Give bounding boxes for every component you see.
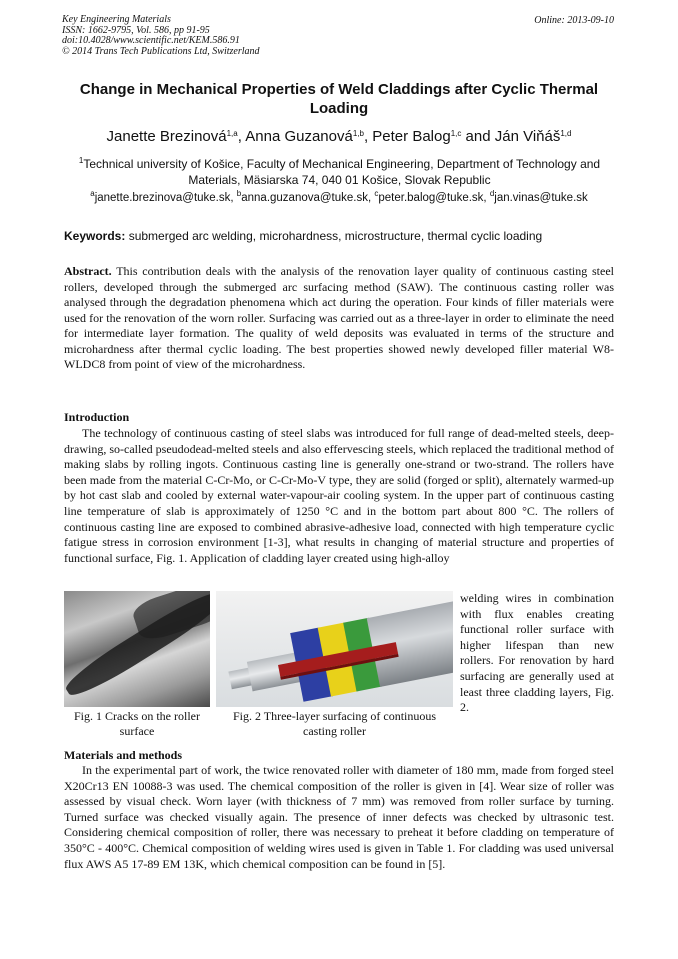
- author-name: Ján Viňáš: [494, 128, 561, 145]
- doi-line[interactable]: doi:10.4028/www.scientific.net/KEM.586.91: [62, 35, 240, 46]
- author-name: Peter Balog: [372, 128, 451, 145]
- introduction-text: The technology of continuous casting of steel slabs was introduced for full range of dead-melted steels, deep-drawing, so-called pseudodead-melted steels and also effervescing steels, which replaced the traditional method of making slabs by rolling ingots. Continuous casting line is generally one-strand or two-strand. The rollers have been made from the material C-Cr-Mo, or C-Cr-Mo-V type, they are solid (forged or split), alternately warmed-up by hot cast slab and cooled by external water-vapour-air cooling system. In the upper part of continuous casting line temperature of slab is approximately of 1250 °C and in the bottom part about 800 °C. The rollers of continuous casting line are exposed to combined abrasive-adhesive load, connected with high temperature cyclic fatigue stress in corrosion environment [1-3], what results in changing of material structure and properties of functional surface, Fig. 1. Application of cladding layer created using high-alloy: [64, 426, 614, 565]
- abstract-text: This contribution deals with the analysis of the renovation layer quality of continuous casting steel rollers, developed through the submerged arc surfacing method (SAW). The continuous casting roller was analysed through the degradation phenomena which act during the operation. Four kinds of filler materials were used for the renovation of the worn roller. Surfacing was carried out as a three-layer in order to eliminate the need for intermediate layer formation. The quality of weld deposits was evaluated in terms of the structure and microhardness after thermal cyclic loading. The best properties showed newly developed filler material W8-WLDC8 from point of view of the microhardness.: [64, 264, 614, 371]
- keywords-text: submerged arc welding, microhardness, microstructure, thermal cyclic loading: [128, 229, 543, 243]
- email-sup: b: [236, 189, 242, 198]
- journal-name: Key Engineering Materials: [62, 14, 171, 25]
- introduction-heading: Introduction: [64, 410, 130, 424]
- affiliation-text: Technical university of Košice, Faculty of Mechanical Engineering, Department of Technology and Materials, Mäsiarska 74, 040 01 Košice, Slovak Republic: [83, 157, 601, 187]
- figure-2-caption: Fig. 2 Three-layer surfacing of continuous casting roller: [232, 709, 437, 738]
- email-sup: a: [90, 189, 95, 198]
- issn-line: ISSN: 1662-9795, Vol. 586, pp 91-95: [62, 24, 210, 36]
- online-date: Online: 2013-09-10: [534, 15, 614, 26]
- author-list: Janette Brezinová$^{1,a}$, Anna Guzanová$^{1,b}$, Peter Balog$^{1,c}$ and Ján Viňáš$^{1,d}$: [106, 128, 572, 145]
- introduction-side-text: welding wires in combination with flux enables creating functional roller surface with higher lifespan than new rollers. For renovation by hard surfacing are generally used at least three cladding layers, Fig. 2.: [460, 591, 614, 715]
- email-sup: d: [489, 189, 495, 198]
- author-sup: 1,d: [560, 129, 572, 138]
- copyright-line: © 2014 Trans Tech Publications Ltd, Switzerland: [62, 45, 260, 57]
- roller-illustration: [216, 591, 453, 707]
- author-name: Janette Brezinová: [106, 128, 227, 145]
- author-name: Anna Guzanová: [245, 128, 353, 145]
- keywords-label: Keywords:: [64, 229, 126, 243]
- abstract: [64, 264, 614, 373]
- materials-heading: Materials and methods: [64, 748, 182, 762]
- affiliation: [62, 156, 617, 188]
- email-link[interactable]: anna.guzanova@tuke.sk: [241, 192, 368, 204]
- email-list: $^a$janette.brezinova@tuke.sk, $^b$anna.guzanova@tuke.sk, $^c$peter.balog@tuke.sk, $^d$jan.vinas@tuke.sk: [90, 189, 588, 204]
- author-sup: 1,c: [450, 129, 462, 138]
- email-link[interactable]: peter.balog@tuke.sk: [378, 192, 484, 204]
- materials-text: In the experimental part of work, the twice renovated roller with diameter of 180 mm, made from forged steel X20Cr13 EN 10088-3 was used. The chemical composition of the roller is given in [4]. Wear size of roller was assessed by visual check. Worn layer (with thickness of 7 mm) was removed from roller surface by turning. Turned surface was checked visually again. The presence of inner defects was checked by ultrasonic test. Considering chemical composition of roller, there was necessary to preheat it before cladding on temperature of 350°C - 400°C. Chemical composition of welding wires used is given in Table 1. For cladding was used universal flux AWS A5 17-89 EM 13K, which chemical composition can be found in [5].: [64, 763, 614, 871]
- figure-1-image: [64, 591, 210, 707]
- email-link[interactable]: jan.vinas@tuke.sk: [494, 192, 588, 204]
- figure-2-image: [216, 591, 453, 707]
- paper-title: Change in Mechanical Properties of Weld Claddings after Cyclic Thermal Loading: [79, 81, 599, 117]
- affiliation-sup: 1: [78, 156, 84, 165]
- author-sup: 1,a: [226, 129, 238, 138]
- figure-1-caption: Fig. 1 Cracks on the roller surface: [74, 709, 200, 738]
- journal-header: [62, 15, 260, 57]
- email-sup: c: [374, 189, 379, 198]
- keywords: [64, 229, 542, 243]
- email-link[interactable]: janette.brezinova@tuke.sk: [94, 192, 231, 204]
- abstract-label: Abstract.: [64, 264, 112, 278]
- author-sup: 1,b: [352, 129, 364, 138]
